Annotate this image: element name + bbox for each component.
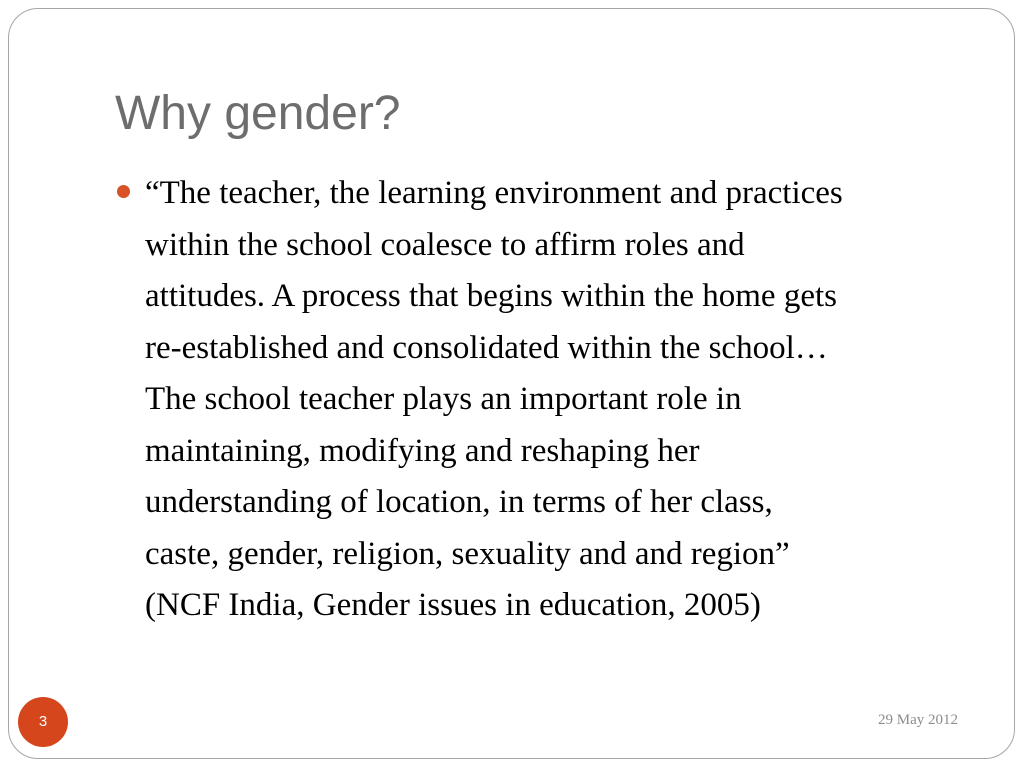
bullet-item [115,168,975,632]
slide-title: Why gender? [115,87,401,140]
quote-text: “The teacher, the learning environment and practices within the school coalesce to affirm roles and attitudes. A process that begins within the home gets re-established and consolidated within the school… The school teacher plays an important role in maintaining, modifying and reshaping her understanding of location, in terms of her class, caste, gender, religion, sexuality and and region” (NCF India, Gender issues in education, 2005) [145,175,843,623]
bullet-list [115,168,975,632]
bullet-dot-icon [117,185,130,198]
slide-date: 29 May 2012 [878,712,958,728]
page-number-badge: 3 [18,697,68,747]
